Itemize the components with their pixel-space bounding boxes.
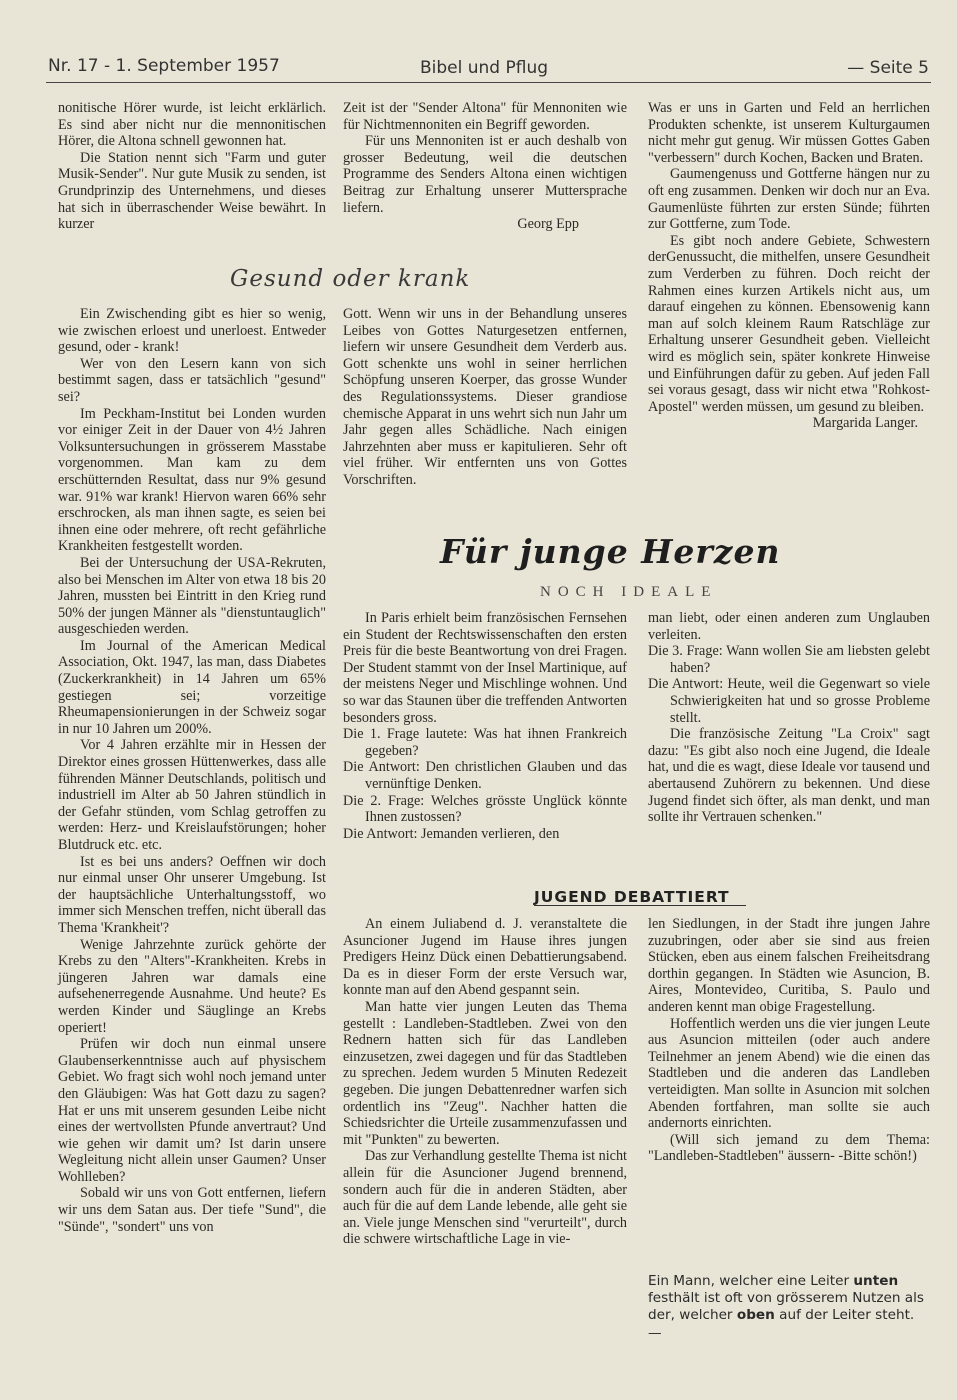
author-signature: Margarida Langer. <box>812 415 918 432</box>
paragraph: Die Station nennt sich "Farm und guter Musik-Sender". Nur gute Musik zu senden, ist Grundprinzip des Unternehmens, und dieses hat sich in überraschender Weise bewährt. In kurzer <box>58 149 326 233</box>
paragraph: Die französische Zeitung "La Croix" sagt dazu: "Es gibt also noch eine Jugend, die Ideale hat, und die es wagt, diese Ideale vor tausend und abertausend Zuhörern zu bekennen. Und diese Jugend findet sich öfter, als man denkt, und man sollte ihr Vertrauen schenken." <box>648 726 930 826</box>
paragraph: Hoffentlich werden uns die vier jungen Leute aus Asuncion mitteilen (oder auch andere Teilnehmer an jenem Abend) wie die einen das Stadtleben und die anderen das Landleben verteidigten. Man sollte in Asuncion mit solchen Abenden fortfahren, man sollte sie auch andernorts einrichten. <box>648 1015 930 1132</box>
paragraph: Gaumengenuss und Gottferne hängen nur zu oft eng zusammen. Denken wir doch nur an Eva. Gaumenlüste führten zur ersten Sünde; führten zur Gottferne, zum Tode. <box>648 166 930 233</box>
paragraph: Bei der Untersuchung der USA-Rekruten, also bei Menschen im Alter von etwa 18 bis 20 Jahren, mussten bei Eintritt in den Krieg rund 50% der jungen Männer als "dienstuntauglich" ausgeschieden werden. <box>58 554 326 638</box>
paragraph: Sobald wir uns von Gott entfernen, liefern wir uns dem Satan aus. Der tiefe "Sund", die "Sünde", "sondert" uns von <box>58 1185 326 1235</box>
page-number: — Seite 5 <box>847 58 929 78</box>
paragraph: nonitische Hörer wurde, ist leicht erklärlich. Es sind aber nicht nur die mennonitischen Hörer, die Altona schnell gewonnen hat. <box>58 100 326 150</box>
article4-col2 <box>648 916 930 1165</box>
header-rule <box>46 82 931 83</box>
article2-col2 <box>343 306 627 489</box>
quote-text: festhält ist oft von grösserem Nutzen als der, welcher <box>648 1290 924 1324</box>
quote-text: auf der Leiter steht. — <box>648 1307 915 1341</box>
ladder-quote <box>648 1273 930 1342</box>
paragraph: Was er uns in Garten und Feld an herrlichen Produkten schenkte, ist unserem Kulturgaumen nicht mehr gut genug. Wir müssen Gottes Gaben "verbessern" durch Kochen, Backen und Braten. <box>648 100 930 166</box>
article2-col3 <box>648 100 930 432</box>
quote-text: Ein Mann, welcher eine Leiter <box>648 1273 854 1289</box>
article1-col1 <box>58 100 326 233</box>
paragraph: (Will sich jemand zu dem Thema: "Landleben-Stadtleben" äussern- -Bitte schön!) <box>648 1131 930 1165</box>
paragraph: len Siedlungen, in der Stadt ihre jungen Jahre zuzubringen, oder aber sie sind aus freien Stücken, eben aus einem falschen Freiheitsdrang dorthin gegangen. In Städten wie Asuncion, B. Aires, Montevideo, Curitiba, S. Paulo und anderen kennt man obige Fragestellung. <box>648 916 930 1015</box>
issue-date: Nr. 17 - 1. September 1957 <box>48 56 280 76</box>
article3-col2 <box>648 610 930 826</box>
paragraph: Im Journal of the American Medical Association, Okt. 1947, las man, dass Diabetes (Zuckerkrankheit) in 14 Jahren um 65% gestiegen sei; vorzeitige Rheumapensionierungen in der Schweiz sogar in nur 10 Jahren um 200%. <box>58 637 326 737</box>
article4-title: JUGEND DEBATTIERT <box>534 888 730 906</box>
quote-emphasis: oben <box>736 1307 775 1324</box>
paragraph: Wenige Jahrzehnte zurück gehörte der Krebs zu den "Alters"-Krankheiten. Krebs in jüngeren Jahren war damals eine aufsehenerregende Ausnahme. Und heute? Es werden Kinder und Säuglinge an Krebs operiert! <box>58 936 326 1036</box>
title-underline <box>534 905 746 906</box>
author-signature: Georg Epp <box>517 216 579 233</box>
paragraph: Zeit ist der "Sender Altona" für Mennoniten wie für Nichtmennoniten ein Begriff geworden. <box>343 100 627 133</box>
paragraph: Es gibt noch andere Gebiete, Schwestern derGenussucht, die mithelfen, unsere Gesundheit zum Verderben zu führen. Doch reicht der Rahmen eines kurzen Artikels nicht aus, um darauf eingehen zu können. Ebensowenig kann man auf solch kleinem Raum Ratschläge zur Erhaltung unserer Gesundheit geben. Vielleicht wird es möglich sein, später konkrete Hinweise und Einführungen dafür zu geben. Auf jeden Fall sei voraus gesagt, dass wir nicht etwa "Rohkost-Apostel" werden müssen, um gesund zu bleiben. <box>648 232 930 415</box>
paragraph: Wer von den Lesern kann von sich bestimmt sagen, dass er tatsächlich "gesund" sei? <box>58 355 326 405</box>
article3-title: Für junge Herzen <box>440 532 781 571</box>
article3-subtitle: NOCH IDEALE <box>540 584 718 600</box>
question-3: Die 3. Frage: Wann wollen Sie am liebsten gelebt haben? <box>648 643 930 676</box>
quote-emphasis: unten <box>853 1273 899 1289</box>
paragraph: In Paris erhielt beim französischen Fernsehen ein Student der Rechtswissenschaften den ersten Preis für die beste Beantwortung von drei Fragen. Der Student stammt von der Insel Martinique, auf der meistens Neger und Mischlinge wohnen. Und so war das Staunen über die treffenden Antworten besonders gross. <box>343 610 627 726</box>
paragraph: Vor 4 Jahren erzählte mir in Hessen der Direktor eines grossen Hüttenwerkes, dass alle führenden Männer Deutschlands, politisch und industriell im Alter ab 50 Jahren stündlich in der Gefahr stünden, vom Schlag getroffen zu werden: Herz- und Kreislaufstörungen; hoher Blutdruck etc. etc. <box>58 737 326 853</box>
article2-col1 <box>58 306 326 1235</box>
paragraph: Für uns Mennoniten ist er auch deshalb von grosser Bedeutung, weil die deutschen Programme des Senders Altona einen wichtigen Beitrag zur Erhaltung unserer Muttersprache liefern. <box>343 133 627 216</box>
answer-3: Die Antwort: Heute, weil die Gegenwart so viele Schwierigkeiten hat und so grosse Probleme stellt. <box>648 676 930 726</box>
publication-title: Bibel und Pflug <box>420 58 549 78</box>
paragraph: Man hatte vier jungen Leuten das Thema gestellt : Landleben-Stadtleben. Zwei von den Rednern hatten sich für das Landleben einzusetzen, zwei dagegen und für das Stadtleben zu sprechen. Jedem wurden 5 Minuten Redezeit gegeben. Die jungen Debattenredner warfen sich ordentlich ins "Zeug". Nachher hatten die Schiedsrichter die Urteile zusammenzufassen und mit "Punkten" zu bewerten. <box>343 998 627 1148</box>
question-2: Die 2. Frage: Welches grösste Unglück könnte Ihnen zustossen? <box>343 792 627 826</box>
paragraph: Das zur Verhandlung gestellte Thema ist nicht allein für die Asuncioner Jugend brennend, sondern auch für die in anderen Städten, aber auch für die auf dem Lande lebende, alle geht sie an. Viele junge Menschen sind "verurteilt", durch die schwere wirtschaftliche Lage in vie- <box>343 1148 627 1248</box>
paragraph: Prüfen wir doch nun einmal unsere Glaubenserkenntnisse auch auf physischem Gebiet. Wo fragt sich wohl noch jemand unter den Gläubigen: Was hat Gott dazu zu sagen? Hat er uns mit unserem gesunden Leibe nicht eines der wertvollsten Pfunde anvertraut? Und wie gehen wir damit um? Ist darin unsere Wegleitung nicht allein unser Gaumen? Unser Wohlleben? <box>58 1036 326 1185</box>
article3-col1 <box>343 610 627 842</box>
paragraph: man liebt, oder einen anderen zum Unglauben verleiten. <box>648 610 930 643</box>
paragraph: Im Peckham-Institut bei Londen wurden vor einiger Zeit in der Dauer von 4½ Jahren Volksuntersuchungen in grösserem Masstabe vorgenommen. Man kam zu dem erschütternden Resultat, dass nur 9% gesund war. 91% war krank! Hiervon waren 66% sehr erschrocken, als man ihnen sagte, es seien bei ihnen eine oder mehrere, oft recht gefährliche Krankheiten festgestellt worden. <box>58 405 326 555</box>
article1-col2 <box>343 100 627 233</box>
answer-1: Die Antwort: Den christlichen Glauben und das vernünftige Denken. <box>343 759 627 792</box>
article4-col1 <box>343 916 627 1248</box>
paragraph: Ist es bei uns anders? Oeffnen wir doch nur einmal unser Ohr unserer Umgebung. Ist der hauptsächliche Unterhaltungsstoff, wo immer sich Menschen treffen, nicht überall das Thema 'Krankheit'? <box>58 853 326 936</box>
answer-2: Die Antwort: Jemanden verlieren, den <box>343 825 560 842</box>
article2-title: Gesund oder krank <box>230 266 471 292</box>
paragraph: Gott. Wenn wir uns in der Behandlung unseres Leibes von Gottes Naturgesetzen entfernen, liefern wir unsere Gesundheit dem Verderb aus. Gott schenkte uns wohl in seiner herrlichen Schöpfung unseren Koerper, das grosse Wunder des Regulationssystems. Dieser grandiose chemische Apparat in uns wehrt sich nun Jahr um Jahr gegen alles Schädliche. Nach einigen Jahrzehnten aber muss er kapitulieren. Sehr oft viel früher. Wir entfernten uns von Gottes Vorschriften. <box>343 306 627 488</box>
paragraph: Ein Zwischending gibt es hier so wenig, wie zwischen erloest und unerloest. Entweder gesund, oder - krank! <box>58 306 326 356</box>
paragraph: An einem Juliabend d. J. veranstaltete die Asuncioner Jugend im Hause ihres jungen Predigers Heinz Dück einen Debattierungsabend. Da es in dieser Form der erste Versuch war, konnte man auf den Abend gespannt sein. <box>343 916 627 999</box>
question-1: Die 1. Frage lautete: Was hat ihnen Frankreich gegeben? <box>343 726 627 759</box>
